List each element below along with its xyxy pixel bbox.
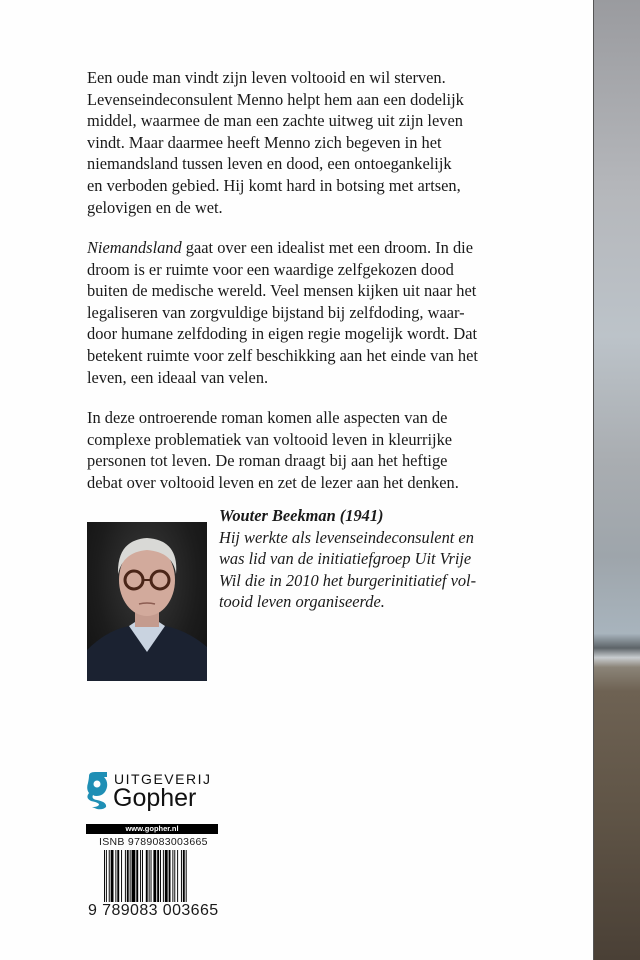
barcode-bar: [146, 850, 148, 902]
text-line: droom is er ruimte voor een waardige zelfgekozen dood: [87, 259, 454, 279]
barcode-bar: [127, 850, 129, 902]
barcode-bar: [140, 850, 141, 902]
gopher-g-icon: [87, 772, 109, 810]
blurb-paragraph-2: [87, 237, 478, 388]
text-line: Levenseindeconsulent Menno helpt hem aan een dodelijk: [87, 89, 464, 109]
text-line: buiten de medische wereld. Veel mensen kijken uit naar het: [87, 281, 477, 301]
author-bio-line: Hij werkte als levenseindeconsulent en: [219, 527, 474, 547]
barcode-bar: [111, 850, 114, 902]
text-line: In deze ontroerende roman komen alle aspecten van de: [87, 408, 448, 427]
text-line: personen tot leven. De roman draagt bij aan het heftige: [87, 451, 448, 471]
barcode: [104, 850, 214, 910]
text-line: middel, waarmee de man een zachte uitweg uit zijn leven: [87, 111, 463, 131]
author-info: [219, 505, 476, 613]
text-line: vindt. Maar daarmee heeft Menno zich begeven in het: [87, 132, 442, 152]
barcode-bar: [177, 850, 178, 902]
publisher-url: www.gopher.nl: [86, 824, 218, 834]
author-bio-line: Wil die in 2010 het burgerinitiatief vol-: [219, 570, 477, 590]
barcode-bar: [169, 850, 171, 902]
text-line: Een oude man vindt zijn leven voltooid en wil sterven.: [87, 68, 446, 87]
publisher-label: UITGEVERIJ: [114, 771, 212, 787]
barcode-bar: [121, 850, 122, 902]
barcode-bar: [117, 850, 119, 902]
text-line: betekent ruimte voor zelf beschikking aan het einde van het: [87, 345, 478, 365]
text-line: debat over voltooid leven en zet de lezer aan het denken.: [87, 472, 459, 492]
barcode-digits: 9 789083 003665: [88, 902, 219, 919]
barcode-bar: [106, 850, 107, 902]
text-line: [87, 237, 478, 259]
barcode-bar: [115, 850, 116, 902]
text-fragment: gaat over een idealist met een droom. In die: [181, 238, 473, 257]
text-line: niemandsland tussen leven en dood, een ontoegankelijk: [87, 154, 452, 174]
barcode-bar: [132, 850, 136, 902]
isbn-label: ISNB 9789083003665: [99, 836, 208, 848]
author-photo: [87, 522, 207, 681]
barcode-bar: [151, 850, 152, 902]
text-line: leven, een ideaal van velen.: [87, 367, 269, 387]
barcode-bar: [183, 850, 185, 902]
barcode-bar: [136, 850, 138, 902]
text-line: complexe problematiek van voltooid leven in kleurrijke: [87, 429, 453, 449]
publisher-name: Gopher: [113, 784, 197, 812]
barcode-bar: [163, 850, 164, 902]
barcode-bar: [125, 850, 126, 902]
text-line: gelovigen en de wet.: [87, 197, 223, 217]
barcode-bar: [104, 850, 105, 902]
author-bio-line: was lid van de initiatiefgroep Uit Vrije: [219, 549, 472, 569]
barcode-bar: [149, 850, 150, 902]
publisher-logo: [87, 770, 217, 814]
book-title: Niemandsland: [87, 238, 182, 257]
barcode-bar: [109, 850, 110, 902]
barcode-bar: [174, 850, 175, 902]
cover-photo-strip: [593, 0, 640, 960]
text-line: door humane zelfdoding in eigen regie mogelijk wordt. Dat: [87, 324, 478, 344]
barcode-bar: [181, 850, 182, 902]
blurb-paragraph-3: [87, 407, 459, 493]
barcode-bar: [153, 850, 156, 902]
author-bio-line: tooid leven organiseerde.: [219, 592, 385, 612]
barcode-bar: [142, 850, 143, 902]
barcode-bar: [165, 850, 168, 902]
barcode-bar: [172, 850, 173, 902]
barcode-bar: [160, 850, 161, 902]
author-name: Wouter Beekman (1941): [219, 506, 384, 525]
text-line: en verboden gebied. Hij komt hard in botsing met artsen,: [87, 175, 461, 195]
barcode-bar: [157, 850, 159, 902]
blurb-paragraph-1: [87, 67, 464, 218]
barcode-bar: [130, 850, 131, 902]
text-line: legaliseren van zorgvuldige bijstand bij zelfdoding, waar-: [87, 302, 465, 322]
barcode-bar: [186, 850, 187, 902]
